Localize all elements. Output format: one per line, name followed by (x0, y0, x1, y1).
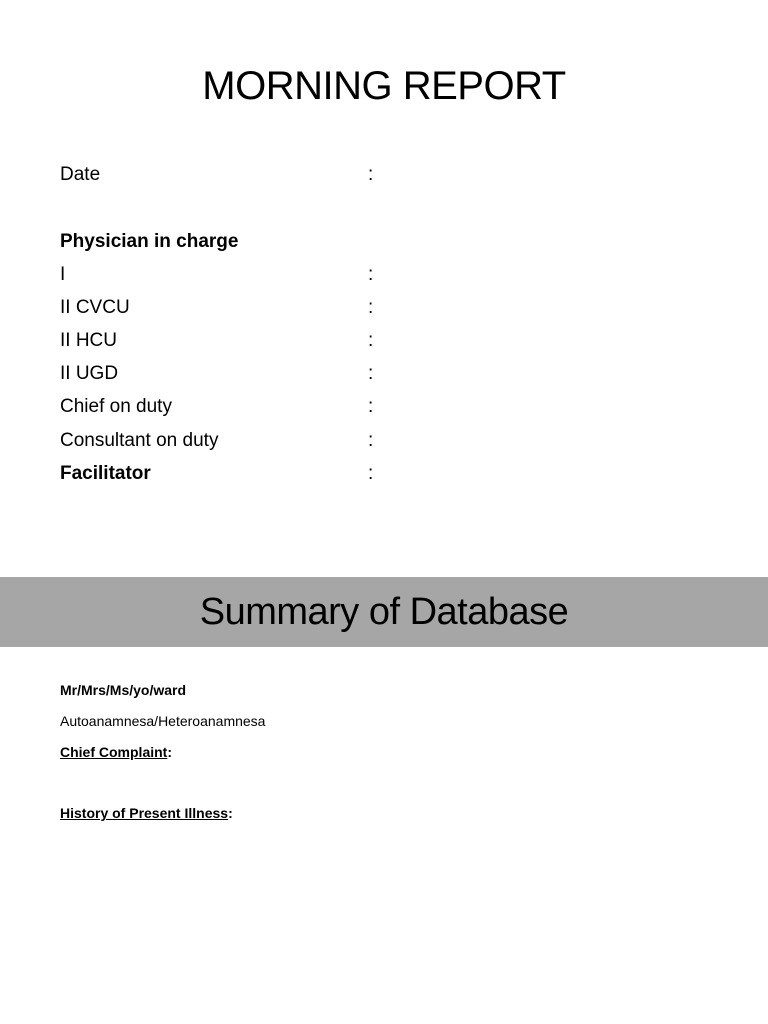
i-row (60, 260, 460, 290)
ii-cvcu-colon: : (368, 297, 374, 318)
anamnesis-line: Autoanamnesa/Heteroanamnesa (60, 713, 266, 729)
ii-ugd-label: II UGD (60, 363, 119, 384)
physician-heading-row (60, 227, 460, 257)
ii-cvcu-row (60, 293, 460, 323)
physician-in-charge-heading: Physician in charge (60, 231, 239, 252)
ii-hcu-colon: : (368, 330, 374, 351)
consultant-on-duty-colon: : (368, 430, 374, 451)
facilitator-row (60, 459, 460, 489)
summary-title: Summary of Database (199, 591, 569, 633)
ii-ugd-row (60, 359, 460, 389)
ii-cvcu-label: II CVCU (60, 297, 130, 318)
ii-ugd-colon: : (368, 363, 374, 384)
summary-section-header (0, 577, 768, 647)
chief-on-duty-colon: : (368, 396, 374, 417)
ii-hcu-label: II HCU (60, 330, 117, 351)
date-label: Date (60, 164, 101, 185)
history-present-illness-label: History of Present Illness (60, 805, 229, 821)
history-present-illness-colon: : (228, 805, 233, 821)
history-present-illness-row (60, 802, 233, 824)
ii-hcu-row (60, 326, 460, 356)
i-label: I (60, 264, 66, 285)
facilitator-colon: : (368, 463, 374, 484)
page-title: MORNING REPORT (202, 64, 566, 108)
date-colon: : (368, 164, 374, 185)
consultant-on-duty-label: Consultant on duty (60, 430, 219, 451)
chief-complaint-label: Chief Complaint (60, 744, 168, 760)
facilitator-label: Facilitator (60, 463, 151, 484)
chief-complaint-colon: : (167, 744, 173, 760)
chief-on-duty-row (60, 392, 460, 422)
chief-complaint-row (60, 741, 172, 763)
patient-line: Mr/Mrs/Ms/yo/ward (60, 682, 187, 698)
chief-on-duty-label: Chief on duty (60, 396, 172, 417)
date-row (60, 160, 460, 190)
consultant-on-duty-row (60, 426, 460, 456)
i-colon: : (368, 264, 374, 285)
